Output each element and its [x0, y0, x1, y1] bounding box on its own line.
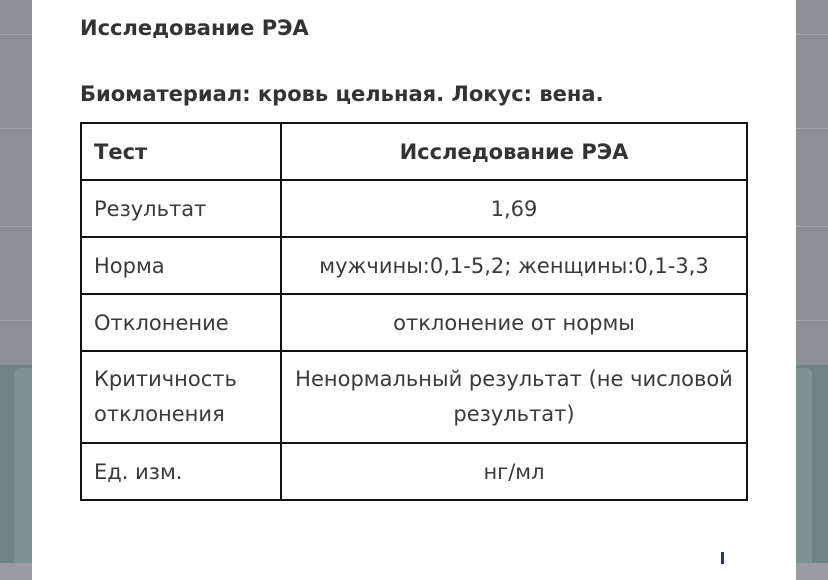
- table-row: [81, 180, 747, 237]
- table-row: [81, 443, 747, 500]
- biomaterial-info: Биоматериал: кровь цельная. Локус: вена.: [80, 82, 604, 106]
- background-card-edge: [796, 368, 812, 563]
- row-label-norm: Норма: [81, 237, 281, 294]
- results-table: [80, 122, 748, 501]
- scroll-indicator[interactable]: [721, 552, 724, 564]
- row-label-unit: Ед. изм.: [81, 443, 281, 500]
- result-modal: [32, 0, 796, 580]
- row-value-unit: нг/мл: [281, 443, 747, 500]
- table-row: [81, 294, 747, 351]
- row-value-deviation: отклонение от нормы: [281, 294, 747, 351]
- column-header-study: Исследование РЭА: [281, 123, 747, 180]
- table-header-row: [81, 123, 747, 180]
- row-label-criticality: Критичность отклонения: [81, 351, 281, 443]
- column-header-test: Тест: [81, 123, 281, 180]
- row-value-result: 1,69: [281, 180, 747, 237]
- modal-title: Исследование РЭА: [80, 16, 309, 40]
- table-row: [81, 351, 747, 443]
- background-card-edge: [14, 368, 32, 563]
- row-label-result: Результат: [81, 180, 281, 237]
- row-value-criticality: Ненормальный результат (не числовой результат): [281, 351, 747, 443]
- row-value-norm: мужчины:0,1-5,2; женщины:0,1-3,3: [281, 237, 747, 294]
- table-row: [81, 237, 747, 294]
- row-label-deviation: Отклонение: [81, 294, 281, 351]
